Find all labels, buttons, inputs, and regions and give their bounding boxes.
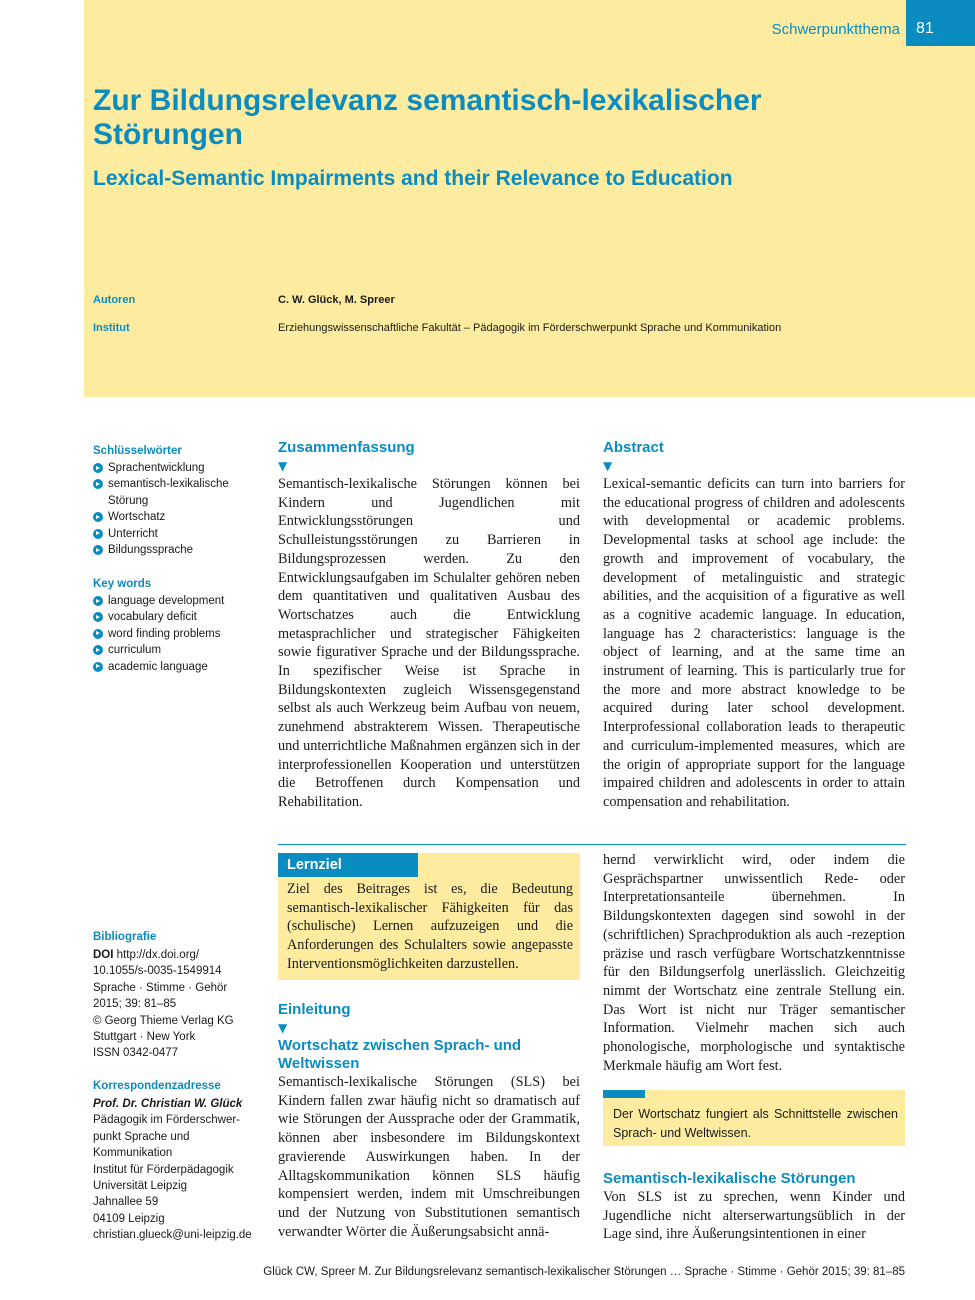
keyword-item: Wortschatz xyxy=(93,509,263,525)
abstract-title: Abstract xyxy=(603,439,664,456)
correspondence-address xyxy=(93,1096,273,1244)
keyword-item: curriculum xyxy=(93,642,263,658)
keywords-de-title: Schlüsselwörter xyxy=(93,445,182,457)
introduction-column xyxy=(278,1001,580,1241)
learning-goal-label: Lernziel xyxy=(278,853,418,877)
keyword-item: vocabulary deficit xyxy=(93,609,263,625)
page-footer-citation: Glück CW, Spreer M. Zur Bildungsrelevanz semantisch-lexikalischer Störungen … Sprache · Stimme · Gehör 2015; 39: 81–85 xyxy=(263,1266,905,1278)
keyword-item: Sprachentwicklung xyxy=(93,460,263,476)
introduction-text: Semantisch-lexikalische Störungen (SLS) bei Kindern fallen zwar häufig nicht so dramatisch auf wie Störungen der Aussprache oder der Grammatik, können aber insbesondere im Bildungskontext gravierende Auswirkungen haben. In der Alltagskommunikation können SLS häufig kompensiert werden, indem mit Umschreibungen und der Nutzung von Substitutionen semantisch verwandter Wörter die Äußerungsabsicht annä- xyxy=(278,1074,580,1240)
arrow-bullet-icon xyxy=(93,596,103,606)
institute-label: Institut xyxy=(93,322,130,334)
triangle-down-icon: ▼ xyxy=(603,459,613,473)
keywords-en-list xyxy=(93,593,263,675)
section-label: Schwerpunktthema xyxy=(771,21,900,38)
introduction-continuation-column xyxy=(603,851,905,1075)
issue: 2015; 39: 81–85 xyxy=(93,998,177,1011)
correspondence-title: Korrespondenzadresse xyxy=(93,1080,221,1092)
address-line: Universität Leipzig xyxy=(93,1180,187,1193)
keywords-de-list xyxy=(93,460,263,558)
keywords-en-title: Key words xyxy=(93,578,152,590)
triangle-down-icon: ▼ xyxy=(278,1021,288,1035)
keyword-item: word finding problems xyxy=(93,626,263,642)
sls-section-title: Semantisch-lexikalische Störungen xyxy=(603,1170,856,1187)
arrow-bullet-icon xyxy=(93,512,103,522)
summary-text: Semantisch-lexikalische Störungen können bei Kindern und Jugendlichen mit Entwicklungsstörungen und Schulleistungsstörungen zu Barrieren in Bildungsprozessen werden. Zu den Entwicklungsaufgaben im Schulalter gehören neben dem quantitativen und qualitativen Ausbau des Wortschatzes auch die Entwicklung metasprachlicher und strategischer Fähigkeiten sowie figurativer Sprache und der Bildungssprache. In spezifischer Weise ist Sprache in Bildungskontexten zugleich Wissensgegenstand selbst als auch Werkzeug beim Aufbau von neuem, zunehmend abstrakterem Wissen. Therapeutische und unterrichtliche Maßnahmen ergänzen sich in der interprofessionellen Kooperation und unterstützen die Betroffenen durch Kompensation und Rehabilitation. xyxy=(278,476,580,810)
learning-goal-text: Ziel des Beitrages ist es, die Bedeutung semantisch-lexikalischer Fähigkeiten für das (schulische) Lernen aufzuzeigen und die Anforderungen des Schulalters sowie angepasste Interventionsmöglichkeiten darzustellen. xyxy=(287,881,573,972)
header-band xyxy=(84,0,975,397)
arrow-bullet-icon xyxy=(93,629,103,639)
summary-title: Zusammenfassung xyxy=(278,439,415,456)
address-line: Pädagogik im Förderschwer- xyxy=(93,1114,241,1127)
doi-label: DOI xyxy=(93,949,114,961)
bibliography xyxy=(93,947,273,1062)
keyword-item: Bildungssprache xyxy=(93,542,263,558)
learning-goal-box xyxy=(278,853,580,980)
publisher-place: Stuttgart · New York xyxy=(93,1031,196,1044)
journal: Sprache · Stimme · Gehör xyxy=(93,981,228,994)
introduction-continuation-text: hernd verwirklicht wird, oder indem die Gesprächspartner unwissentlich Rede- oder Interpretationsanteile übernehmen. In Bildungskontexten dagegen sind sowohl in der (schriftlichen) Sprachproduktion als auch -rezeption präzise und rasch verfügbare Wortschatzkenntnisse für den Bildungserfolg unerlässlich. Gleichzeitig nimmt der Wortschatz eine zentrale Stellung ein. Das Wort ist nicht nur Träger semantischer Information. Vielmehr machen sich auch phonologische, morphologische und syntaktische Merkmale häufig am Wort fest. xyxy=(603,852,905,1074)
corresponding-author: Prof. Dr. Christian W. Glück xyxy=(93,1098,243,1110)
copyright: © Georg Thieme Verlag KG xyxy=(93,1014,234,1027)
abstract-column xyxy=(603,439,905,812)
article-subtitle-english: Lexical-Semantic Impairments and their Relevance to Education xyxy=(93,167,733,190)
keyword-item: Unterricht xyxy=(93,526,263,542)
keyword-item: academic language xyxy=(93,659,263,675)
authors: C. W. Glück, M. Spreer xyxy=(278,294,395,306)
arrow-bullet-icon xyxy=(93,662,103,672)
bibliography-title: Bibliografie xyxy=(93,931,157,943)
arrow-bullet-icon xyxy=(93,612,103,622)
address-line: Institut für Förderpädagogik xyxy=(93,1163,234,1176)
address-line: Jahnallee 59 xyxy=(93,1196,159,1209)
sls-section-column xyxy=(603,1170,905,1244)
triangle-down-icon: ▼ xyxy=(278,459,288,473)
doi-id[interactable]: 10.1055/s-0035-1549914 xyxy=(93,965,222,978)
section-divider xyxy=(278,844,906,845)
arrow-bullet-icon xyxy=(93,463,103,473)
quote-accent-bar xyxy=(603,1090,645,1098)
arrow-bullet-icon xyxy=(93,529,103,539)
highlight-quote-box xyxy=(603,1090,905,1146)
highlight-quote-text: Der Wortschatz fungiert als Schnittstelle zwischen Sprach- und Weltwissen. xyxy=(613,1107,898,1140)
summary-column xyxy=(278,439,580,812)
keyword-item: language development xyxy=(93,593,263,609)
email-link[interactable]: christian.glueck@uni-leipzig.de xyxy=(93,1229,252,1242)
address-line: 04109 Leipzig xyxy=(93,1212,165,1225)
issn: ISSN 0342-0477 xyxy=(93,1047,179,1060)
arrow-bullet-icon xyxy=(93,479,103,489)
institute: Erziehungswissenschaftliche Fakultät – Pädagogik im Förderschwerpunkt Sprache und Kommunikation xyxy=(278,322,782,334)
keyword-item: semantisch-lexikalische Störung xyxy=(93,476,263,509)
sls-section-text: Von SLS ist zu sprechen, wenn Kinder und Jugendliche nicht alterserwartungsüblich in der Lage sind, ihre Äußerungsintentionen in einer xyxy=(603,1189,905,1243)
arrow-bullet-icon xyxy=(93,545,103,555)
doi-url[interactable]: http://dx.doi.org/ xyxy=(116,949,200,961)
introduction-subtitle: Wortschatz zwischen Sprach- und Weltwissen xyxy=(278,1037,522,1072)
page-number: 81 xyxy=(906,0,975,46)
address-line: punkt Sprache und xyxy=(93,1130,190,1143)
introduction-title: Einleitung xyxy=(278,1001,351,1018)
arrow-bullet-icon xyxy=(93,645,103,655)
abstract-text: Lexical-semantic deficits can turn into barriers for the educational progress of children and adolescents with developmental or academic problems. Developmental tasks at school age include: the growth and improvement of vocabulary, the development of metalinguistic and strategic abilities, and the acquisition of a figurative as well as a cognitive academic language. In education, language has 2 characteristics: language is the object of learning, and at the same time an instrument of learning. This is particularly true for the more and more abstract knowledge to be acquired during later school development. Interprofessional collaboration leads to therapeutic and curriculum-implemented measures, which are the origin of appropriate support for the language impaired children and adolescents in order to attain compensation and rehabilitation. xyxy=(603,476,905,810)
address-line: Kommunikation xyxy=(93,1147,173,1160)
authors-label: Autoren xyxy=(93,294,136,306)
article-title: Zur Bildungsrelevanz semantisch-lexikalischer Störungen xyxy=(93,84,762,151)
